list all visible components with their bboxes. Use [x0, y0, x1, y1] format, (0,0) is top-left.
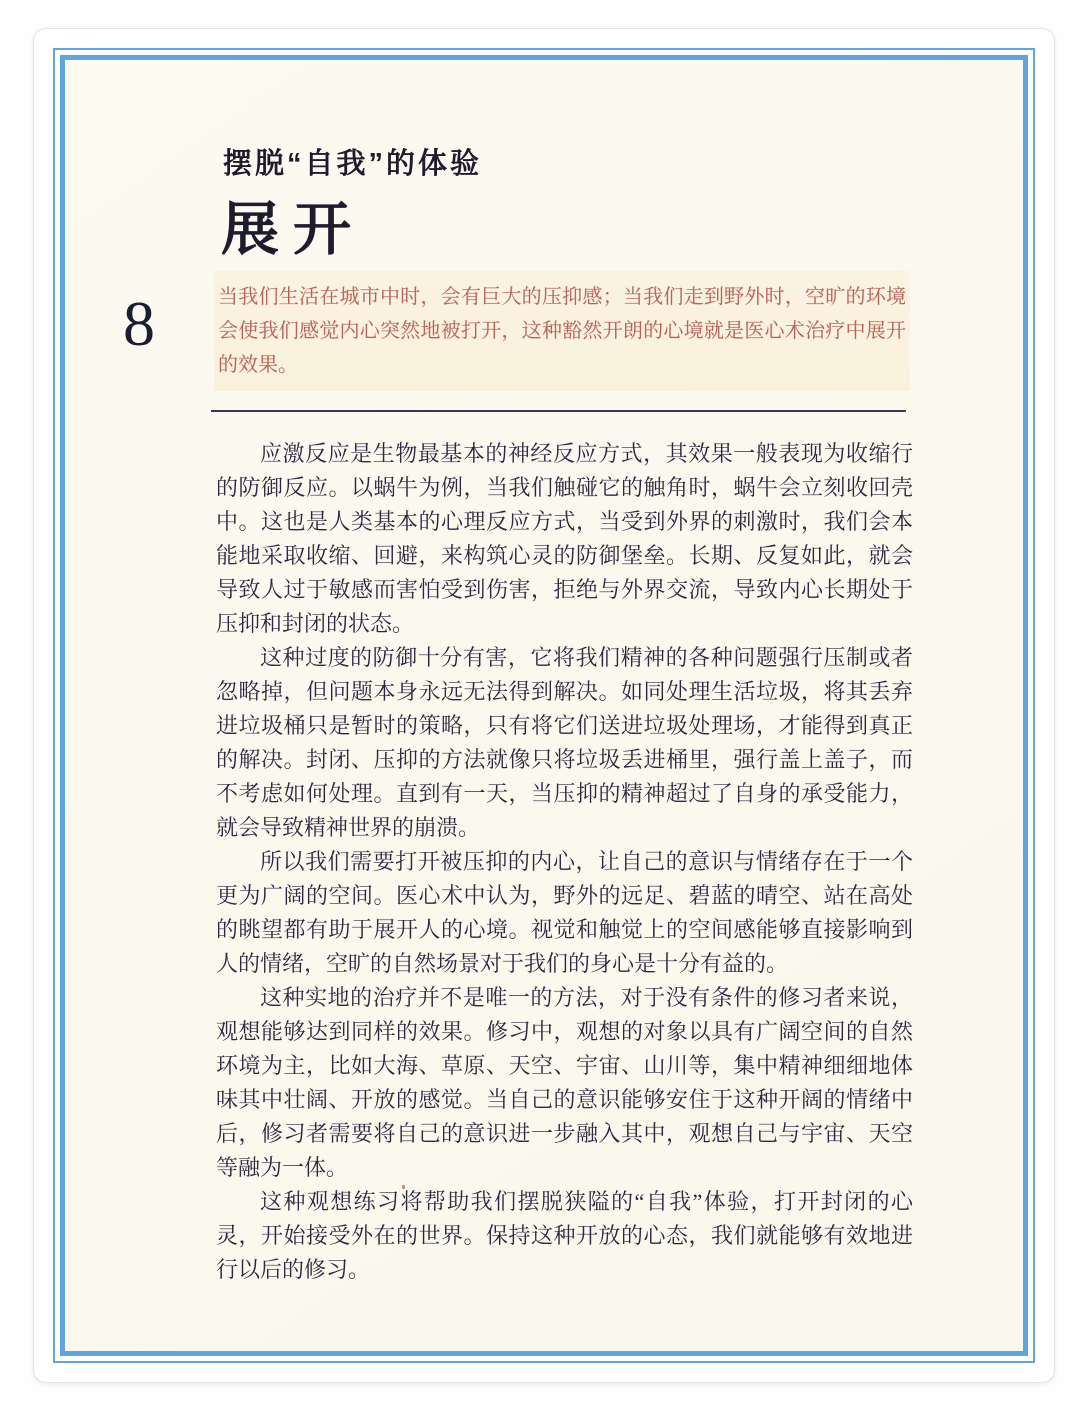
body-paragraph-3: 所以我们需要打开被压抑的内心，让自己的意识与情绪存在于一个更为广阔的空间。医心术中认为，野外的远足、碧蓝的晴空、站在高处的眺望都有助于展开人的心境。视觉和触觉上的空间感能够直接影响到人的情绪，空旷的自然场景对于我们的身心是十分有益的。	[216, 849, 913, 976]
chapter-number: 8	[123, 288, 155, 359]
intro-paragraph: 当我们生活在城市中时，会有巨大的压抑感；当我们走到野外时，空旷的环境会使我们感觉内心突然地被打开，这种豁然开朗的心境就是医心术治疗中展开的效果。	[218, 284, 906, 376]
ink-speck	[402, 1185, 405, 1189]
body-text-block	[216, 437, 913, 1287]
series-title: 摆脱“自我”的体验	[223, 148, 483, 180]
book-page-card	[33, 28, 1055, 1383]
intro-highlight-block	[214, 271, 910, 391]
body-paragraph-5: 这种观想练习将帮助我们摆脱狭隘的“自我”体验，打开封闭的心灵，开始接受外在的世界。保持这种开放的心态，我们就能够有效地进行以后的修习。	[216, 1189, 913, 1282]
page-content	[34, 29, 1054, 1382]
body-paragraph-1: 应激反应是生物最基本的神经反应方式，其效果一般表现为收缩行的防御反应。以蜗牛为例，当我们触碰它的触角时，蜗牛会立刻收回壳中。这也是人类基本的心理反应方式，当受到外界的刺激时，我们会本能地采取收缩、回避，来构筑心灵的防御堡垒。长期、反复如此，就会导致人过于敏感而害怕受到伤害，拒绝与外界交流，导致内心长期处于压抑和封闭的状态。	[216, 441, 913, 636]
section-divider	[211, 410, 906, 412]
chapter-title: 展开	[221, 197, 366, 262]
body-paragraph-2: 这种过度的防御十分有害，它将我们精神的各种问题强行压制或者忽略掉，但问题本身永远无法得到解决。如同处理生活垃圾，将其丢弃进垃圾桶只是暂时的策略，只有将它们送进垃圾处理场，才能得到真正的解决。封闭、压抑的方法就像只将垃圾丢进桶里，强行盖上盖子，而不考虑如何处理。直到有一天，当压抑的精神超过了自身的承受能力，就会导致精神世界的崩溃。	[216, 645, 913, 840]
body-paragraph-4: 这种实地的治疗并不是唯一的方法，对于没有条件的修习者来说，观想能够达到同样的效果。修习中，观想的对象以具有广阔空间的自然环境为主，比如大海、草原、天空、宇宙、山川等，集中精神细细地体味其中壮阔、开放的感觉。当自己的意识能够安住于这种开阔的情绪中后，修习者需要将自己的意识进一步融入其中，观想自己与宇宙、天空等融为一体。	[216, 985, 913, 1180]
